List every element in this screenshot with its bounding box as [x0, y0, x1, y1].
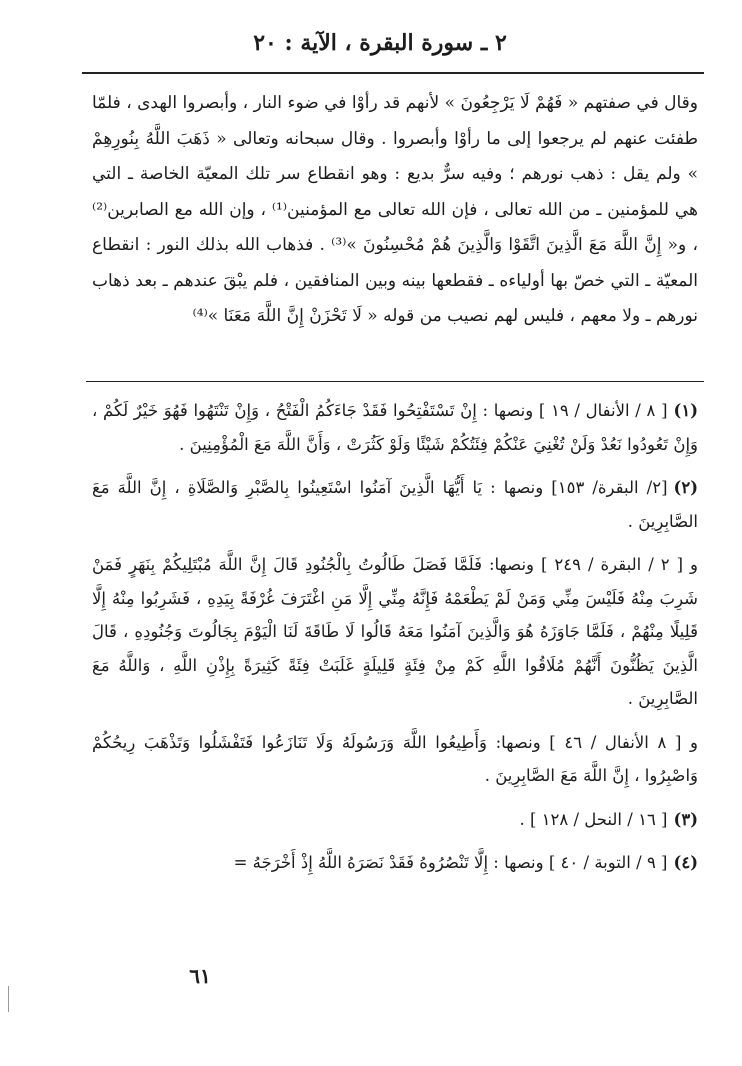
footnote-number: (٤) [673, 853, 698, 872]
footnote-number: (٣) [673, 809, 698, 829]
running-header: ٢ ـ سورة البقرة ، الآية : ٢٠ [253, 30, 507, 56]
footnote-text: و [ ٢ / البقرة / ٢٤٩ ] ونصها: فَلَمَّا فَصَلَ طَالُوتُ بِالْجُنُودِ قَالَ إِنَّ اللَّهَ مُبْتَلِيكُمْ بِنَهَرٍ فَمَنْ شَرِبَ مِنْهُ فَلَيْسَ مِنِّي وَمَنْ لَمْ يَطْعَمْهُ فَإِنَّهُ مِنِّي إِلَّا مَنِ اغْتَرَفَ غُرْفَةً بِيَدِهِ ، فَشَرِبُوا مِنْهُ إِلَّا قَلِيلًا مِنْهُمْ ، فَلَمَّا جَاوَزَهُ هُوَ وَالَّذِينَ آمَنُوا مَعَهُ قَالُوا لَا طَاقَةَ لَنَا الْيَوْمَ بِجَالُوتَ وَجُنُودِهِ ، قَالَ الَّذِينَ يَظُنُّونَ أَنَّهُمْ مُلَاقُوا اللَّهِ كَمْ مِنْ فِئَةٍ قَلِيلَةٍ غَلَبَتْ فِئَةً كَثِيرَةً بِإِذْنِ اللَّهِ ، وَاللَّهُ مَعَ الصَّابِرِينَ . [92, 555, 698, 708]
footnote-number: (١) [673, 401, 699, 420]
footnote-text: [ ١٦ / النحل / ١٢٨ ] . [519, 809, 668, 829]
footnote-1 [92, 394, 698, 461]
scan-edge-mark [8, 986, 9, 1012]
header-rule [82, 72, 704, 74]
footnote-text: [ ٩ / التوبة / ٤٠ ] ونصها : إِلَّا تَنْصُرُوهُ فَقَدْ نَصَرَهُ اللَّهُ إِذْ أَخْرَجَهُ = [233, 853, 668, 872]
page-number: ٦١ [189, 964, 211, 988]
footnote-text: [ ٨ / الأنفال / ١٩ ] ونصها : إِنْ تَسْتَفْتِحُوا فَقَدْ جَاءَكُمُ الْفَتْحُ ، وَإِنْ تَنْتَهُوا فَهُوَ خَيْرٌ لَكُمْ ، وَإِنْ تَعُودُوا نَعُدْ وَلَنْ تُغْنِيَ عَنْكُمْ فِئَتُكُمْ شَيْئًا وَلَوْ كَثُرَتْ ، وَأَنَّ اللَّهَ مَعَ الْمُؤْمِنِينَ . [92, 401, 698, 454]
footnote-text: و [ ٨ الأنفال / ٤٦ ] ونصها: وَأَطِيعُوا اللَّهَ وَرَسُولَهُ وَلَا تَنَازَعُوا فَتَفْشَلُوا وَتَذْهَبَ رِيحُكُمْ وَاصْبِرُوا ، إِنَّ اللَّهَ مَعَ الصَّابِرِينَ . [92, 732, 698, 785]
footnote-text: [٢/ البقرة/ ١٥٣] ونصها : يَا أَيُّهَا الَّذِينَ آمَنُوا اسْتَعِينُوا بِالصَّبْرِ وَالصَّلَاةِ ، إِنَّ اللَّهَ مَعَ الصَّابِرِينَ . [92, 478, 698, 531]
footnote-2-cont-b [92, 726, 698, 793]
footnote-3 [92, 803, 698, 837]
main-text [92, 86, 698, 335]
footnote-4 [92, 846, 698, 880]
footnote-separator [86, 381, 704, 382]
footnotes [92, 394, 698, 890]
body-paragraph: وقال في صفتهم « فَهُمْ لَا يَرْجِعُونَ » لأنهم قد رأوْا في ضوء النار ، وأبصروا الهدى ، فلمّا طفئت عنهم لم يرجعوا إلى ما رأوْا وأبصروا . وقال سبحانه وتعالى « ذَهَبَ اللَّهُ بِنُورِهِمْ » ولم يقل : ذهب نورهم ؛ وفيه سرٌّ بديع : وهو انقطاع سر تلك المعيّة الخاصة ـ التي هي للمؤمنين ـ من الله تعالى ، فإن الله تعالى مع المؤمنين⁽¹⁾ ، وإن الله مع الصابرين⁽²⁾ ، و« إِنَّ اللَّهَ مَعَ الَّذِينَ اتَّقَوْا وَالَّذِينَ هُمْ مُحْسِنُونَ »⁽³⁾ . فذهاب الله بذلك النور : انقطاع المعيّة ـ التي خصّ بها أولياءه ـ فقطعها بينه وبين المنافقين ، فلم يبْقَ عندهم ـ بعد ذهاب نورهم ـ ولا معهم ، فليس لهم نصيب من قوله « لَا تَحْزَنْ إِنَّ اللَّهَ مَعَنَا »⁽⁴⁾ [92, 93, 698, 326]
footnote-2-cont-a [92, 548, 698, 716]
footnote-number: (٢) [673, 478, 698, 497]
footnote-2 [92, 471, 698, 538]
